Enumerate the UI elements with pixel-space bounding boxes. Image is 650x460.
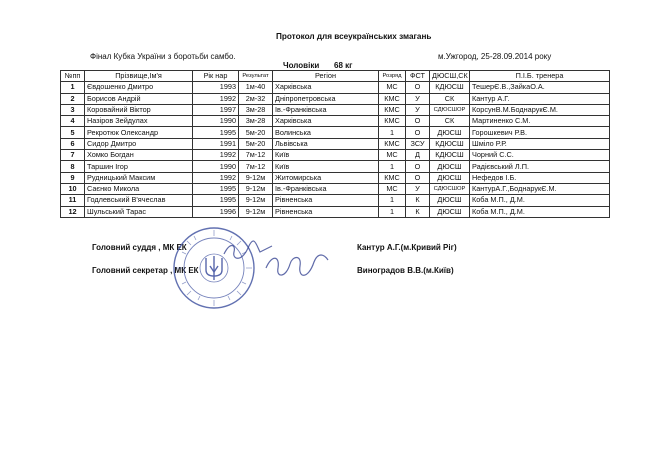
athlete-name: Рудницький Максим: [85, 172, 193, 183]
table-row: [61, 161, 610, 172]
athlete-name: Борисов Андрій: [85, 93, 193, 104]
row-number: 4: [61, 116, 85, 127]
col-header-birth-year: Рік нар: [193, 71, 239, 82]
row-number: 12: [61, 206, 85, 217]
chief-secretary-label: Головний секретар , МК ЕК: [92, 266, 199, 275]
school-cell: ДЮСШ: [430, 161, 470, 172]
birth-year: 1997: [193, 104, 239, 115]
athlete-name: Таршин Ігор: [85, 161, 193, 172]
chief-secretary-name: Виноградов В.В.(м.Київ): [357, 266, 454, 275]
fst-cell: К: [406, 195, 430, 206]
row-number: 1: [61, 82, 85, 93]
col-header-result: Результат: [239, 71, 273, 82]
coach-cell: КантурА.Г.,БоднарукЄ.М.: [470, 183, 610, 194]
table-row: [61, 82, 610, 93]
rank-cell: МС: [379, 150, 406, 161]
row-number: 8: [61, 161, 85, 172]
row-number: 7: [61, 150, 85, 161]
athlete-name: Годлевський В'ячеслав: [85, 195, 193, 206]
school-cell: ДЮСШ: [430, 172, 470, 183]
row-number: 9: [61, 172, 85, 183]
result-cell: 7м-12: [239, 161, 273, 172]
coach-cell: Мартиненко С.М.: [470, 116, 610, 127]
fst-cell: О: [406, 116, 430, 127]
fst-cell: О: [406, 82, 430, 93]
row-number: 3: [61, 104, 85, 115]
birth-year: 1993: [193, 82, 239, 93]
table-row: [61, 183, 610, 194]
rank-cell: 1: [379, 195, 406, 206]
region-cell: Львівська: [273, 138, 379, 149]
coach-cell: КорсунВ.М.БоднарукЄ.М.: [470, 104, 610, 115]
competition-name: Фінал Кубка України з боротьби самбо.: [90, 52, 236, 61]
coach-cell: Радієвський Л.П.: [470, 161, 610, 172]
result-cell: 1м-40: [239, 82, 273, 93]
region-cell: Рівненська: [273, 195, 379, 206]
trident-icon: [206, 256, 222, 280]
region-cell: Житомирська: [273, 172, 379, 183]
rank-cell: КМС: [379, 172, 406, 183]
place-date: м.Ужгород, 25-28.09.2014 року: [438, 52, 552, 61]
coach-cell: Коба М.П., Д.М.: [470, 195, 610, 206]
fst-cell: У: [406, 93, 430, 104]
results-table: [60, 70, 610, 218]
rank-cell: 1: [379, 206, 406, 217]
school-cell: СДЮСШОР: [430, 183, 470, 194]
table-row: [61, 150, 610, 161]
table-row: [61, 206, 610, 217]
coach-cell: Чорний С.С.: [470, 150, 610, 161]
coach-cell: Горошкевич Р.В.: [470, 127, 610, 138]
table-header-row: [61, 71, 610, 82]
col-header-coach: П.І.Б. тренера: [470, 71, 610, 82]
rank-cell: КМС: [379, 104, 406, 115]
athlete-name: Назіров Зейдулах: [85, 116, 193, 127]
rank-cell: 1: [379, 127, 406, 138]
region-cell: Київ: [273, 150, 379, 161]
secretary-signature-icon: [262, 248, 332, 284]
region-cell: Київ: [273, 161, 379, 172]
rank-cell: МС: [379, 183, 406, 194]
table-row: [61, 116, 610, 127]
table-row: [61, 195, 610, 206]
birth-year: 1995: [193, 183, 239, 194]
chief-judge-name: Кантур А.Г.(м.Кривий Ріг): [357, 243, 457, 252]
school-cell: ДЮСШ: [430, 206, 470, 217]
col-header-school: ДЮСШ,СК: [430, 71, 470, 82]
chief-judge-label: Головний суддя , МК ЕК: [92, 243, 187, 252]
result-cell: 9-12м: [239, 172, 273, 183]
coach-cell: Нефедов І.Б.: [470, 172, 610, 183]
athlete-name: Євдошенко Дмитро: [85, 82, 193, 93]
fst-cell: Д: [406, 150, 430, 161]
result-cell: 2м-32: [239, 93, 273, 104]
region-cell: Харківська: [273, 116, 379, 127]
region-cell: Рівненська: [273, 206, 379, 217]
birth-year: 1995: [193, 127, 239, 138]
rank-cell: 1: [379, 161, 406, 172]
birth-year: 1992: [193, 150, 239, 161]
school-cell: СДЮСШОР: [430, 104, 470, 115]
col-header-region: Регіон: [273, 71, 379, 82]
rank-cell: КМС: [379, 93, 406, 104]
fst-cell: У: [406, 104, 430, 115]
athlete-name: Хомко Богдан: [85, 150, 193, 161]
official-stamp: [172, 226, 256, 310]
coach-cell: Кантур А.Г.: [470, 93, 610, 104]
col-header-rank: Розряд: [379, 71, 406, 82]
table-row: [61, 172, 610, 183]
rank-cell: КМС: [379, 116, 406, 127]
row-number: 10: [61, 183, 85, 194]
birth-year: 1990: [193, 161, 239, 172]
school-cell: ДЮСШ: [430, 127, 470, 138]
category-label: Чоловіки: [283, 61, 320, 70]
row-number: 2: [61, 93, 85, 104]
coach-cell: Шміло Р.Р.: [470, 138, 610, 149]
school-cell: КДЮСШ: [430, 82, 470, 93]
fst-cell: О: [406, 127, 430, 138]
table-row: [61, 93, 610, 104]
result-cell: 3м-28: [239, 116, 273, 127]
athlete-name: Шульський Тарас: [85, 206, 193, 217]
fst-cell: ЗСУ: [406, 138, 430, 149]
result-cell: 9-12м: [239, 183, 273, 194]
result-cell: 5м-20: [239, 138, 273, 149]
region-cell: Волинська: [273, 127, 379, 138]
table-row: [61, 104, 610, 115]
row-number: 11: [61, 195, 85, 206]
result-cell: 5м-20: [239, 127, 273, 138]
col-header-number: №пп: [61, 71, 85, 82]
school-cell: КДЮСШ: [430, 138, 470, 149]
school-cell: КДЮСШ: [430, 150, 470, 161]
rank-cell: МС: [379, 82, 406, 93]
weight-class: 68 кг: [334, 61, 353, 70]
result-cell: 3м-28: [239, 104, 273, 115]
coach-cell: ТешерЄ.В.,ЗайкаО.А.: [470, 82, 610, 93]
athlete-name: Сидор Дмитро: [85, 138, 193, 149]
region-cell: Ів.-Франківська: [273, 104, 379, 115]
birth-year: 1992: [193, 93, 239, 104]
result-cell: 9-12м: [239, 195, 273, 206]
fst-cell: К: [406, 206, 430, 217]
birth-year: 1992: [193, 172, 239, 183]
athlete-name: Рекротюк Олександр: [85, 127, 193, 138]
col-header-fst: ФСТ: [406, 71, 430, 82]
result-cell: 7м-12: [239, 150, 273, 161]
athlete-name: Коровайний Віктор: [85, 104, 193, 115]
athlete-name: Саєнко Микола: [85, 183, 193, 194]
school-cell: ДЮСШ: [430, 195, 470, 206]
table-row: [61, 138, 610, 149]
region-cell: Ів.-Франківська: [273, 183, 379, 194]
school-cell: СК: [430, 116, 470, 127]
region-cell: Дніпропетровська: [273, 93, 379, 104]
school-cell: СК: [430, 93, 470, 104]
coach-cell: Коба М.П., Д.М.: [470, 206, 610, 217]
birth-year: 1991: [193, 138, 239, 149]
rank-cell: КМС: [379, 138, 406, 149]
birth-year: 1990: [193, 116, 239, 127]
table-row: [61, 127, 610, 138]
col-header-name: Прізвище,Ім'я: [85, 71, 193, 82]
fst-cell: О: [406, 161, 430, 172]
row-number: 5: [61, 127, 85, 138]
birth-year: 1996: [193, 206, 239, 217]
page-title: Протокол для всеукраїнських змагань: [276, 32, 432, 41]
fst-cell: О: [406, 172, 430, 183]
result-cell: 9-12м: [239, 206, 273, 217]
fst-cell: У: [406, 183, 430, 194]
birth-year: 1995: [193, 195, 239, 206]
row-number: 6: [61, 138, 85, 149]
region-cell: Харківська: [273, 82, 379, 93]
